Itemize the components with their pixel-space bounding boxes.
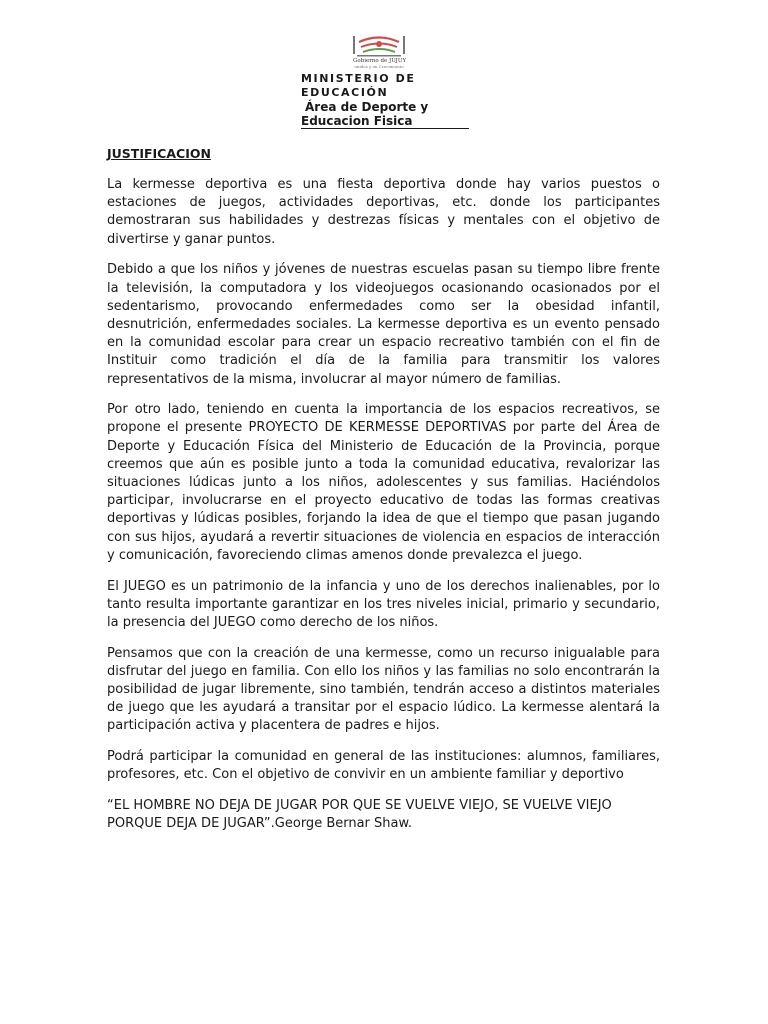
header-education: EDUCACIÓN xyxy=(301,86,389,99)
logo-caption-line2: unidos y en Crecimiento xyxy=(354,64,404,69)
closing-quote: “EL HOMBRE NO DEJA DE JUGAR POR QUE SE VUELVE VIEJO, SE VUELVE VIEJO PORQUE DEJA DE JUGAR”.George Bernar Shaw. xyxy=(107,798,612,832)
paragraph-2: Debido a que los niños y jóvenes de nuestras escuelas pasan su tiempo libre frente la televisión, la computadora y los videojuegos ocasionando ocasionados por el sedentarismo, provocando enfermedades como ser la obesidad infantil, desnutrición, enfermedades sociales. La kermesse deportiva es un evento pensado en la comunidad escolar para crear un espacio recreativo también con el fin de Instituir como tradición el día de la familia para transmitir los valores representativos de la misma, involucrar al mayor número de familias. xyxy=(107,262,660,387)
paragraph-3: Por otro lado, teniendo en cuenta la importancia de los espacios recreativos, se propone el presente PROYECTO DE KERMESSE DEPORTIVAS por parte del Área de Deporte y Educación Física del Ministerio de Educación de la Provincia, porque creemos que aún es posible junto a toda la comunidad educativa, revalorizar las situaciones lúdicas junto a los niños, adolescentes y sus familias. Haciéndolos participar, involucrarse en el proyecto educativo de todas las formas creativas deportivas y lúdicas posibles, forjando la idea de que el tiempo que pasan jugando con sus hijos, ayudará a revertir situaciones de violencia en espacios de interacción y comunicación, favoreciendo climas amenos donde prevalezca el juego. xyxy=(107,402,660,563)
paragraph-4: El JUEGO es un patrimonio de la infancia y uno de los derechos inalienables, por lo tanto resulta importante garantizar en los tres niveles inicial, primario y secundario, la presencia del JUEGO como derecho de los niños. xyxy=(107,578,660,630)
document-body xyxy=(107,176,660,846)
paragraph-6: Podrá participar la comunidad en general de las instituciones: alumnos, familiares, profesores, etc. Con el objetivo de convivir en un ambiente familiar y deportivo xyxy=(107,749,660,783)
header-department: Educacion Fisica xyxy=(301,114,413,128)
paragraph-5: Pensamos que con la creación de una kermesse, como un recurso inigualable para disfrutar del juego en familia. Con ello los niños y las familias no solo encontrarán la posibilidad de jugar libremente, sino también, tendrán acceso a distintos materiales de juego que les ayudará a transitar por el espacio lúdico. La kermesse alentará la participación activa y placentera de padres e hijos. xyxy=(107,645,660,734)
logo-caption-line1: Gobierno de JUJUY xyxy=(353,58,407,64)
logo-caption xyxy=(353,58,405,70)
document-title: JUSTIFICACION xyxy=(107,146,211,161)
header-ministry: MINISTERIO DE xyxy=(301,72,416,85)
government-emblem-icon xyxy=(350,34,408,60)
header-area: Área de Deporte y xyxy=(305,100,429,114)
document-header xyxy=(301,72,469,129)
paragraph-1: La kermesse deportiva es una fiesta deportiva donde hay varios puestos o estaciones de juegos, actividades deportivas, etc. donde los participantes demostraran sus habilidades y destrezas físicas y mentales con el objetivo de divertirse y ganar puntos. xyxy=(107,177,660,247)
